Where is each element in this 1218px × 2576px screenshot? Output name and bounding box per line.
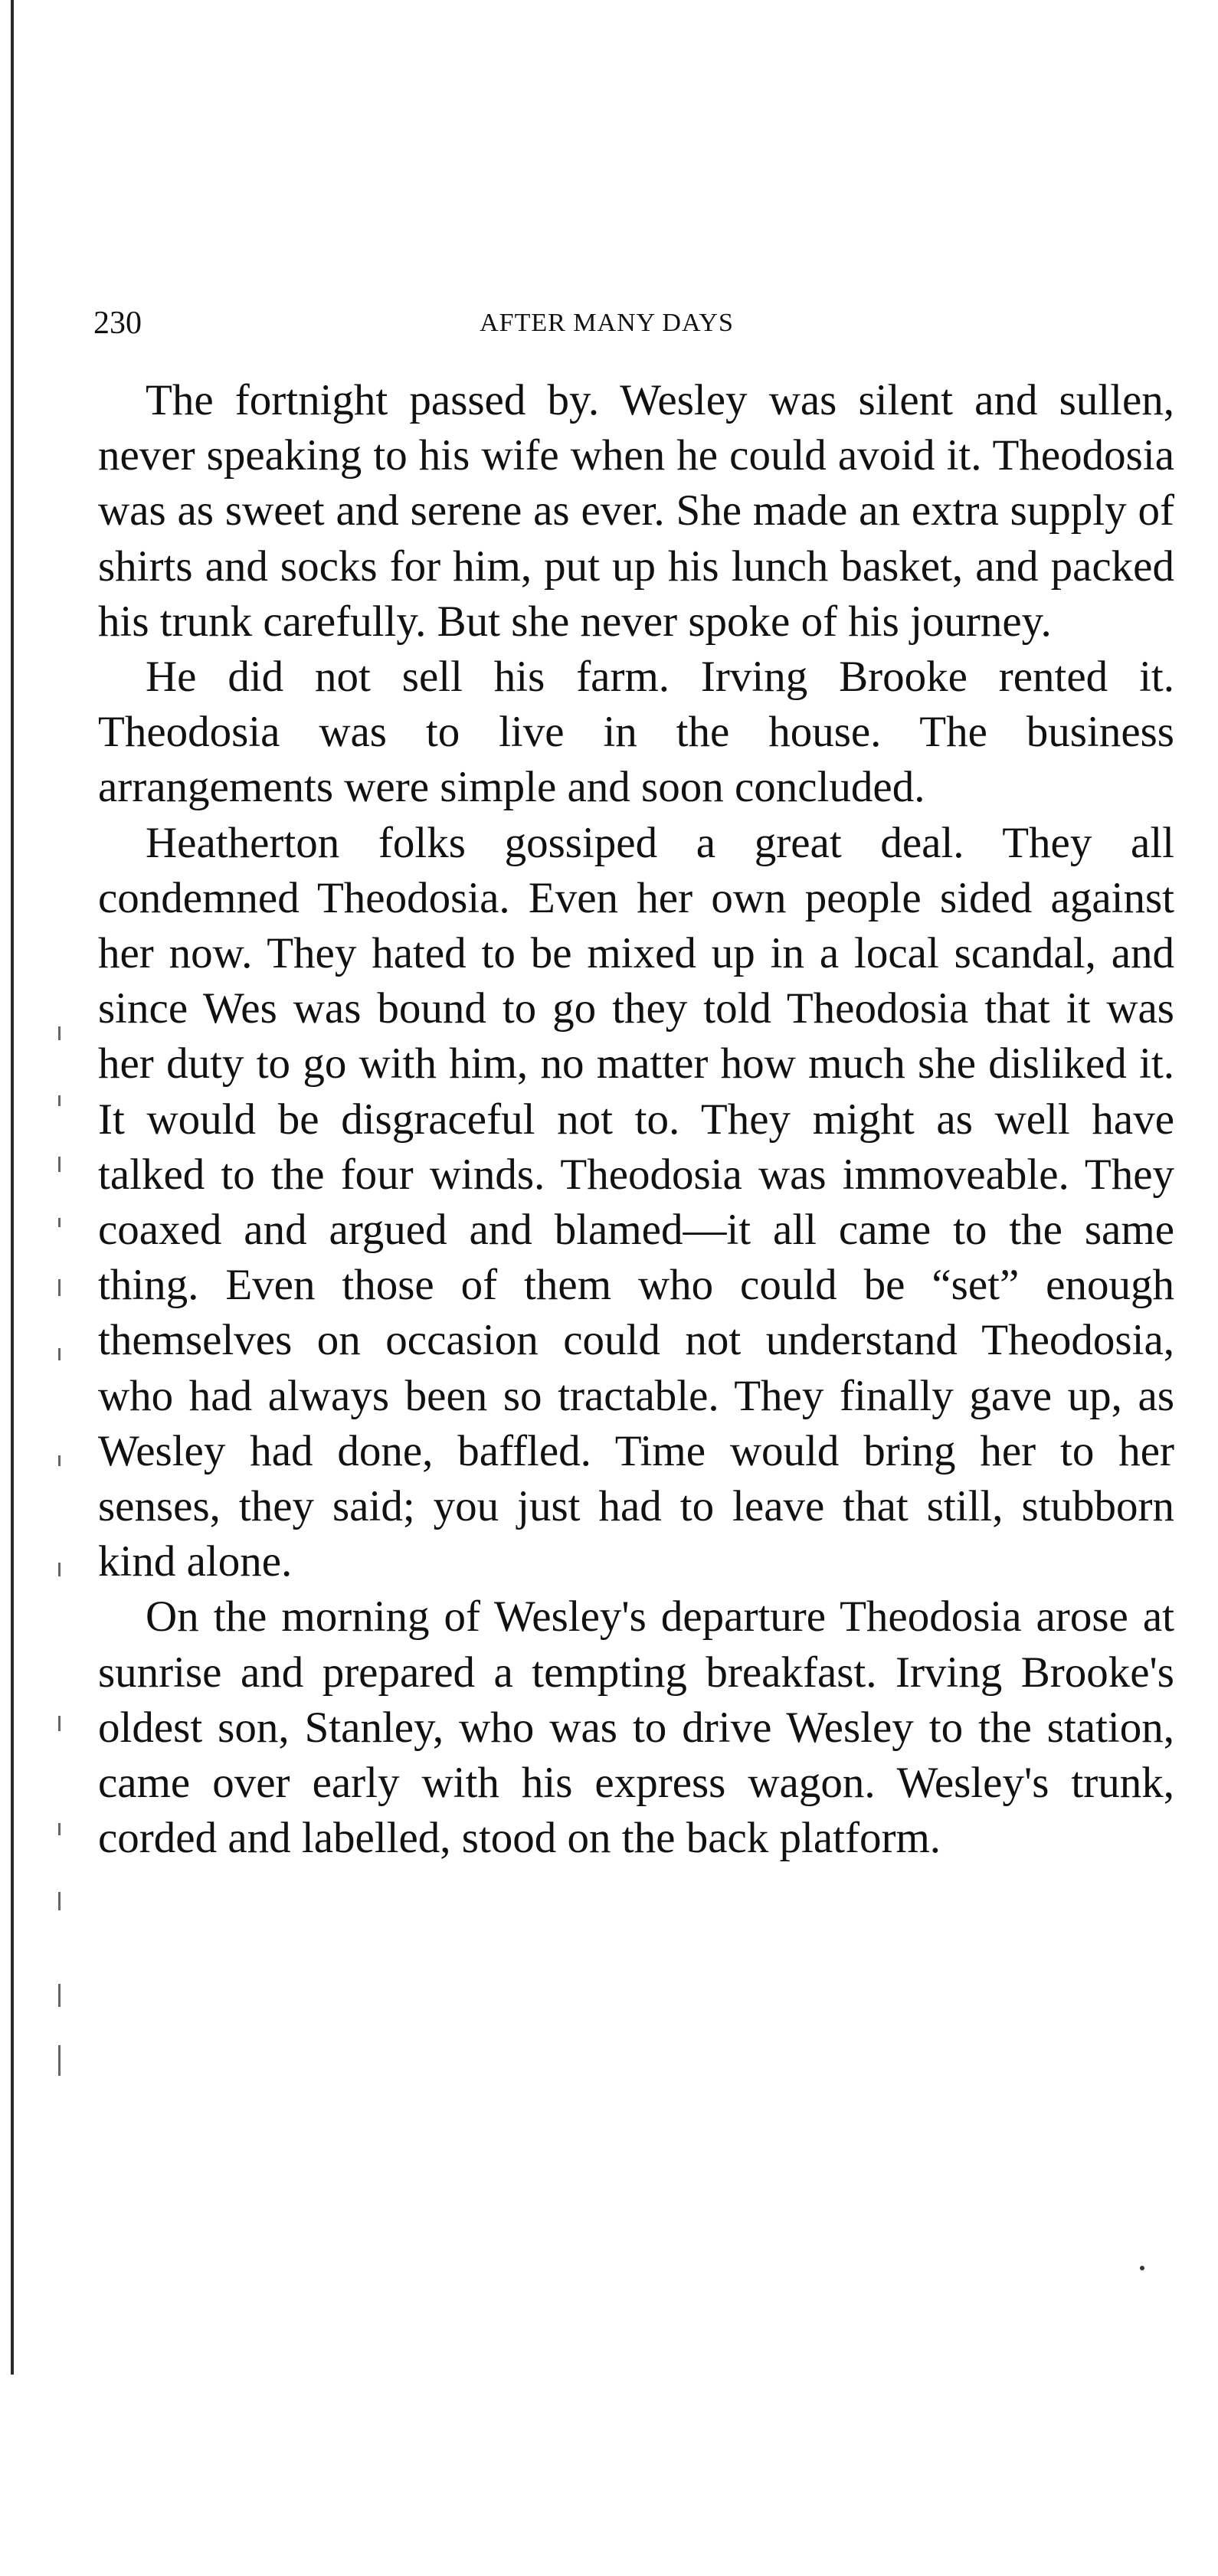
paragraph: Heatherton folks gossiped a great deal. They all condemned Theodosia. Even her own people sided against her now. They hated to be mixed up in a local scandal, and since Wes was bound to go they told Theodosia that it was her duty to go with him, no matter how much she disliked it. It would be disgraceful not to. They might as well have talked to the four winds. Theodosia was immoveable. They coaxed and argued and blamed—it all came to the same thing. Even those of them who could be “set” enough themselves on occasion could not understand Theodosia, who had always been so tractable. They finally gave up, as Wesley had done, baffled. Time would bring her to her senses, they said; you just had to leave that still, stubborn kind alone.	[98, 818, 1174, 1586]
scan-margin-marks	[58, 1026, 81, 2114]
body-text	[98, 373, 1174, 1866]
scan-speck	[1140, 2266, 1144, 2270]
page-number: 230	[93, 306, 142, 341]
paragraph: On the morning of Wesley's departure Theodosia arose at sunrise and prepared a tempting breakfast. Irving Brooke's oldest son, Stanley, who was to drive Wesley to the station, came over early with his express wagon. Wesley's trunk, corded and labelled, stood on the back platform.	[98, 1592, 1174, 1863]
running-head: AFTER MANY DAYS	[480, 309, 734, 337]
paragraph: The fortnight passed by. Wesley was silent and sullen, never speaking to his wife when he could avoid it. Theodosia was as sweet and serene as ever. She made an extra supply of shirts and socks for him, put up his lunch basket, and packed his trunk carefully. But she never spoke of his journey.	[98, 376, 1174, 646]
page-header	[93, 300, 1120, 346]
binding-edge	[11, 0, 14, 2375]
paragraph: He did not sell his farm. Irving Brooke rented it. Theodosia was to live in the house. The business arrangements were simple and soon concluded.	[98, 653, 1174, 812]
